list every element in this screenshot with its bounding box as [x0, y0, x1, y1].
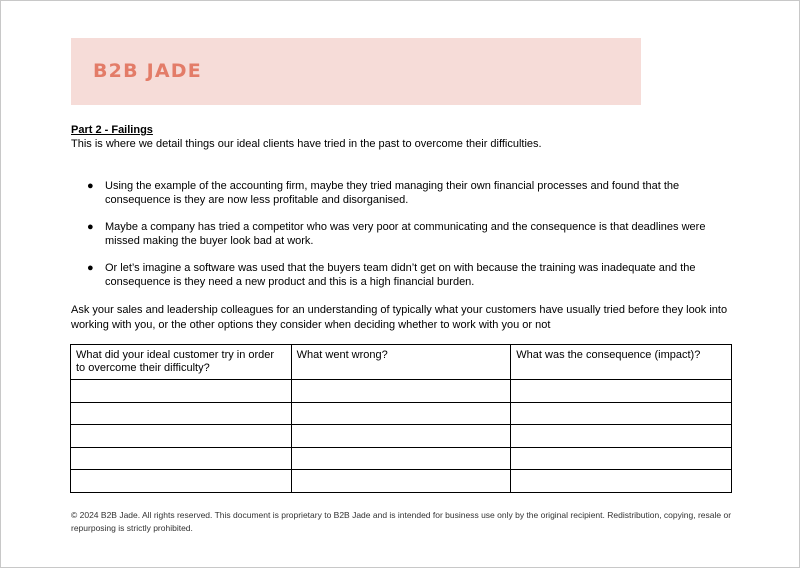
table-cell[interactable]: [291, 447, 511, 470]
table-cell[interactable]: [71, 425, 292, 448]
table-cell[interactable]: [511, 447, 732, 470]
column-header-tried: What did your ideal customer try in order to overcome their difficulty?: [71, 345, 292, 380]
failings-table: [70, 344, 732, 493]
table-header-row: [71, 345, 732, 380]
header-banner: [71, 38, 641, 105]
table-row: [71, 380, 732, 403]
table-row: [71, 425, 732, 448]
bullet-icon: ●: [87, 221, 94, 233]
column-header-wrong: What went wrong?: [291, 345, 511, 380]
table-cell[interactable]: [511, 380, 732, 403]
bullet-icon: ●: [87, 262, 94, 274]
table-cell[interactable]: [511, 470, 732, 493]
table-cell[interactable]: [291, 402, 511, 425]
section-heading: Part 2 - Failings: [71, 124, 153, 136]
list-item: [71, 179, 736, 207]
table-cell[interactable]: [71, 470, 292, 493]
bullet-text: Using the example of the accounting firm, maybe they tried managing their own financial processes and found that the consequence is they are now less profitable and disorganised.: [105, 180, 680, 206]
table-cell[interactable]: [71, 402, 292, 425]
ask-paragraph: Ask your sales and leadership colleagues for an understanding of typically what your customers have usually tried before they look into working with you, or the other options they consider when deciding whether to work with you or not: [71, 304, 728, 331]
list-item: [71, 220, 736, 248]
table-cell[interactable]: [71, 447, 292, 470]
brand-logo-text: B2B JADE: [93, 60, 202, 82]
copyright-footer: © 2024 B2B Jade. All rights reserved. This document is proprietary to B2B Jade and is intended for business use only by the original recipient. Redistribution, copying, resale or repurposing is strictly prohibited.: [71, 510, 732, 533]
column-header-consequence: What was the consequence (impact)?: [511, 345, 732, 380]
table-cell[interactable]: [291, 425, 511, 448]
table-row: [71, 470, 732, 493]
section-intro: This is where we detail things our ideal clients have tried in the past to overcome their difficulties.: [71, 138, 542, 150]
table-cell[interactable]: [291, 380, 511, 403]
bullet-text: Maybe a company has tried a competitor who was very poor at communicating and the consequence is that deadlines were missed making the buyer look bad at work.: [105, 221, 706, 247]
table-cell[interactable]: [291, 470, 511, 493]
table-row: [71, 402, 732, 425]
table-cell[interactable]: [71, 380, 292, 403]
bullet-text: Or let’s imagine a software was used that the buyers team didn’t get on with because the training was inadequate and the consequence is they need a new product and this is a high financial burden.: [105, 262, 696, 288]
table-cell[interactable]: [511, 402, 732, 425]
bullet-list: [71, 179, 736, 302]
table-cell[interactable]: [511, 425, 732, 448]
bullet-icon: ●: [87, 180, 94, 192]
table-row: [71, 447, 732, 470]
list-item: [71, 261, 736, 289]
